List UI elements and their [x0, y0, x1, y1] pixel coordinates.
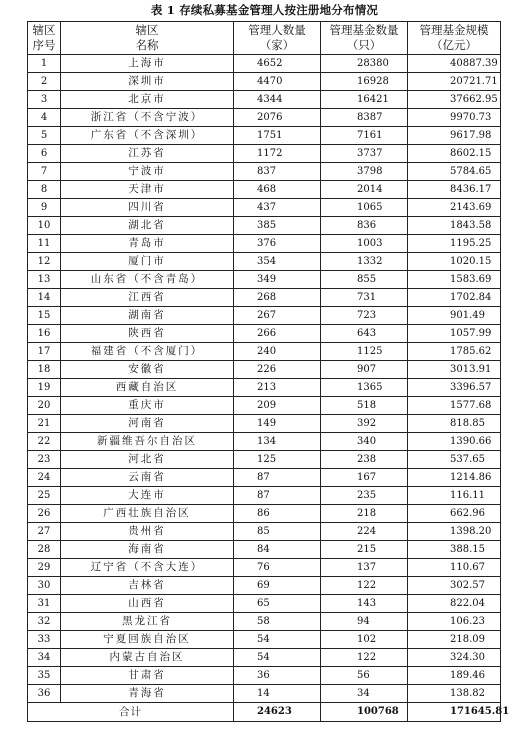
cell-managers: 84 [234, 541, 321, 559]
table-body [28, 55, 501, 703]
cell-scale: 1702.84 [408, 289, 501, 307]
cell-region: 甘肃省 [61, 667, 234, 685]
cell-no: 8 [28, 181, 61, 199]
cell-no: 3 [28, 91, 61, 109]
cell-managers: 36 [234, 667, 321, 685]
cell-funds: 392 [321, 415, 408, 433]
cell-managers: 86 [234, 505, 321, 523]
header-no-line1: 辖区 [32, 23, 56, 37]
cell-funds: 1065 [321, 199, 408, 217]
table-row [28, 289, 501, 307]
cell-no: 20 [28, 397, 61, 415]
cell-scale: 1390.66 [408, 433, 501, 451]
table-row [28, 613, 501, 631]
cell-region: 重庆市 [61, 397, 234, 415]
cell-managers: 376 [234, 235, 321, 253]
cell-scale: 138.82 [408, 685, 501, 703]
table-row [28, 109, 501, 127]
header-funds [321, 22, 408, 55]
cell-funds: 167 [321, 469, 408, 487]
cell-managers: 54 [234, 631, 321, 649]
cell-no: 1 [28, 55, 61, 73]
cell-no: 6 [28, 145, 61, 163]
cell-managers: 385 [234, 217, 321, 235]
cell-no: 33 [28, 631, 61, 649]
cell-region: 吉林省 [61, 577, 234, 595]
cell-scale: 1398.20 [408, 523, 501, 541]
table-row [28, 361, 501, 379]
cell-funds: 122 [321, 649, 408, 667]
cell-no: 17 [28, 343, 61, 361]
cell-managers: 213 [234, 379, 321, 397]
cell-region: 湖北省 [61, 217, 234, 235]
cell-region: 深圳市 [61, 73, 234, 91]
cell-scale: 388.15 [408, 541, 501, 559]
total-managers: 24623 [234, 703, 321, 722]
cell-scale: 110.67 [408, 559, 501, 577]
cell-funds: 28380 [321, 55, 408, 73]
cell-scale: 1577.68 [408, 397, 501, 415]
header-scale-line2: （亿元） [431, 38, 477, 52]
cell-scale: 8436.17 [408, 181, 501, 199]
table-row [28, 271, 501, 289]
cell-region: 江西省 [61, 289, 234, 307]
cell-scale: 37662.95 [408, 91, 501, 109]
cell-region: 湖南省 [61, 307, 234, 325]
cell-region: 贵州省 [61, 523, 234, 541]
cell-managers: 87 [234, 487, 321, 505]
table-row [28, 325, 501, 343]
total-funds: 100768 [321, 703, 408, 722]
cell-funds: 3798 [321, 163, 408, 181]
header-managers [234, 22, 321, 55]
cell-funds: 102 [321, 631, 408, 649]
cell-no: 9 [28, 199, 61, 217]
table-row [28, 685, 501, 703]
table-row [28, 487, 501, 505]
cell-region: 河北省 [61, 451, 234, 469]
cell-funds: 1125 [321, 343, 408, 361]
cell-region: 辽宁省（不含大连） [61, 559, 234, 577]
cell-scale: 20721.71 [408, 73, 501, 91]
table-row [28, 577, 501, 595]
cell-funds: 56 [321, 667, 408, 685]
cell-no: 2 [28, 73, 61, 91]
cell-funds: 731 [321, 289, 408, 307]
cell-managers: 268 [234, 289, 321, 307]
cell-region: 四川省 [61, 199, 234, 217]
cell-region: 陕西省 [61, 325, 234, 343]
table-row [28, 145, 501, 163]
table-title: 表 1 存续私募基金管理人按注册地分布情况 [150, 3, 379, 17]
cell-scale: 116.11 [408, 487, 501, 505]
cell-scale: 40887.39 [408, 55, 501, 73]
cell-no: 4 [28, 109, 61, 127]
cell-no: 12 [28, 253, 61, 271]
cell-no: 35 [28, 667, 61, 685]
cell-managers: 14 [234, 685, 321, 703]
cell-scale: 9617.98 [408, 127, 501, 145]
cell-managers: 149 [234, 415, 321, 433]
cell-scale: 1214.86 [408, 469, 501, 487]
cell-funds: 1365 [321, 379, 408, 397]
cell-region: 江苏省 [61, 145, 234, 163]
header-scale [408, 22, 501, 55]
header-scale-line1: 管理基金规模 [419, 23, 489, 37]
header-managers-line2: （家） [259, 38, 295, 52]
cell-funds: 1332 [321, 253, 408, 271]
table-row [28, 631, 501, 649]
cell-scale: 189.46 [408, 667, 501, 685]
cell-managers: 1172 [234, 145, 321, 163]
cell-no: 16 [28, 325, 61, 343]
cell-no: 5 [28, 127, 61, 145]
cell-funds: 836 [321, 217, 408, 235]
cell-funds: 907 [321, 361, 408, 379]
table-row [28, 55, 501, 73]
cell-scale: 662.96 [408, 505, 501, 523]
cell-funds: 34 [321, 685, 408, 703]
cell-region: 山东省（不含青岛） [61, 271, 234, 289]
cell-managers: 1751 [234, 127, 321, 145]
cell-managers: 85 [234, 523, 321, 541]
cell-managers: 437 [234, 199, 321, 217]
cell-funds: 16928 [321, 73, 408, 91]
cell-no: 18 [28, 361, 61, 379]
table-row [28, 181, 501, 199]
table-row [28, 523, 501, 541]
cell-region: 海南省 [61, 541, 234, 559]
cell-region: 青岛市 [61, 235, 234, 253]
cell-region: 天津市 [61, 181, 234, 199]
cell-scale: 5784.65 [408, 163, 501, 181]
cell-funds: 1003 [321, 235, 408, 253]
cell-scale: 901.49 [408, 307, 501, 325]
cell-managers: 87 [234, 469, 321, 487]
total-row [28, 703, 501, 722]
cell-managers: 2076 [234, 109, 321, 127]
cell-no: 21 [28, 415, 61, 433]
cell-managers: 76 [234, 559, 321, 577]
cell-scale: 537.65 [408, 451, 501, 469]
cell-scale: 822.04 [408, 595, 501, 613]
cell-no: 31 [28, 595, 61, 613]
cell-scale: 3013.91 [408, 361, 501, 379]
cell-managers: 240 [234, 343, 321, 361]
cell-region: 安徽省 [61, 361, 234, 379]
cell-region: 内蒙古自治区 [61, 649, 234, 667]
cell-funds: 218 [321, 505, 408, 523]
cell-region: 浙江省（不含宁波） [61, 109, 234, 127]
cell-no: 22 [28, 433, 61, 451]
total-label: 合计 [28, 703, 234, 722]
table-row [28, 307, 501, 325]
cell-funds: 518 [321, 397, 408, 415]
total-scale: 171645.81 [408, 703, 501, 722]
cell-no: 29 [28, 559, 61, 577]
cell-region: 广西壮族自治区 [61, 505, 234, 523]
cell-scale: 1843.58 [408, 217, 501, 235]
cell-funds: 723 [321, 307, 408, 325]
header-funds-line2: （只） [346, 38, 382, 52]
table-row [28, 253, 501, 271]
cell-scale: 302.57 [408, 577, 501, 595]
cell-funds: 143 [321, 595, 408, 613]
header-region-line1: 辖区 [135, 23, 159, 37]
cell-managers: 209 [234, 397, 321, 415]
cell-funds: 224 [321, 523, 408, 541]
table-row [28, 433, 501, 451]
cell-managers: 837 [234, 163, 321, 181]
table-row [28, 379, 501, 397]
cell-scale: 1020.15 [408, 253, 501, 271]
header-region [61, 22, 234, 55]
header-managers-line1: 管理人数量 [248, 23, 306, 37]
cell-scale: 9970.73 [408, 109, 501, 127]
cell-scale: 1785.62 [408, 343, 501, 361]
distribution-table [27, 21, 510, 722]
cell-funds: 3737 [321, 145, 408, 163]
table-row [28, 667, 501, 685]
cell-no: 19 [28, 379, 61, 397]
cell-managers: 354 [234, 253, 321, 271]
cell-no: 24 [28, 469, 61, 487]
cell-region: 宁夏回族自治区 [61, 631, 234, 649]
cell-managers: 266 [234, 325, 321, 343]
table-row [28, 163, 501, 181]
header-no-line2: 序号 [32, 38, 56, 52]
cell-no: 13 [28, 271, 61, 289]
cell-managers: 4652 [234, 55, 321, 73]
cell-region: 厦门市 [61, 253, 234, 271]
cell-no: 27 [28, 523, 61, 541]
header-no [28, 22, 61, 55]
table-row [28, 343, 501, 361]
cell-scale: 3396.57 [408, 379, 501, 397]
cell-funds: 94 [321, 613, 408, 631]
cell-region: 云南省 [61, 469, 234, 487]
cell-scale: 1057.99 [408, 325, 501, 343]
cell-no: 30 [28, 577, 61, 595]
cell-no: 32 [28, 613, 61, 631]
cell-region: 黑龙江省 [61, 613, 234, 631]
cell-region: 青海省 [61, 685, 234, 703]
table-row [28, 649, 501, 667]
cell-funds: 7161 [321, 127, 408, 145]
table-row [28, 91, 501, 109]
table-row [28, 415, 501, 433]
table-row [28, 127, 501, 145]
cell-managers: 4344 [234, 91, 321, 109]
cell-region: 宁波市 [61, 163, 234, 181]
cell-scale: 324.30 [408, 649, 501, 667]
cell-region: 山西省 [61, 595, 234, 613]
cell-no: 26 [28, 505, 61, 523]
table-row [28, 469, 501, 487]
cell-no: 28 [28, 541, 61, 559]
header-row [28, 22, 501, 55]
cell-managers: 468 [234, 181, 321, 199]
table-row [28, 559, 501, 577]
table-row [28, 199, 501, 217]
cell-funds: 643 [321, 325, 408, 343]
cell-scale: 8602.15 [408, 145, 501, 163]
table-row [28, 217, 501, 235]
cell-no: 34 [28, 649, 61, 667]
table-row [28, 595, 501, 613]
cell-region: 北京市 [61, 91, 234, 109]
header-funds-line1: 管理基金数量 [329, 23, 399, 37]
cell-scale: 1583.69 [408, 271, 501, 289]
cell-managers: 54 [234, 649, 321, 667]
table-row [28, 505, 501, 523]
cell-managers: 226 [234, 361, 321, 379]
cell-funds: 8387 [321, 109, 408, 127]
cell-funds: 855 [321, 271, 408, 289]
cell-no: 10 [28, 217, 61, 235]
table-row [28, 73, 501, 91]
cell-region: 新疆维吾尔自治区 [61, 433, 234, 451]
cell-managers: 4470 [234, 73, 321, 91]
cell-region: 上海市 [61, 55, 234, 73]
cell-no: 11 [28, 235, 61, 253]
cell-funds: 235 [321, 487, 408, 505]
cell-no: 7 [28, 163, 61, 181]
cell-funds: 215 [321, 541, 408, 559]
cell-no: 15 [28, 307, 61, 325]
cell-no: 36 [28, 685, 61, 703]
cell-scale: 818.85 [408, 415, 501, 433]
cell-no: 14 [28, 289, 61, 307]
cell-managers: 125 [234, 451, 321, 469]
cell-scale: 1195.25 [408, 235, 501, 253]
cell-managers: 65 [234, 595, 321, 613]
cell-region: 河南省 [61, 415, 234, 433]
cell-managers: 69 [234, 577, 321, 595]
cell-funds: 2014 [321, 181, 408, 199]
cell-managers: 134 [234, 433, 321, 451]
cell-region: 西藏自治区 [61, 379, 234, 397]
cell-scale: 106.23 [408, 613, 501, 631]
cell-funds: 137 [321, 559, 408, 577]
cell-no: 23 [28, 451, 61, 469]
cell-funds: 122 [321, 577, 408, 595]
cell-funds: 340 [321, 433, 408, 451]
cell-funds: 238 [321, 451, 408, 469]
table-row [28, 541, 501, 559]
cell-managers: 349 [234, 271, 321, 289]
header-region-line2: 名称 [135, 38, 159, 52]
cell-scale: 218.09 [408, 631, 501, 649]
table-row [28, 451, 501, 469]
cell-scale: 2143.69 [408, 199, 501, 217]
cell-region: 广东省（不含深圳） [61, 127, 234, 145]
cell-managers: 58 [234, 613, 321, 631]
cell-region: 福建省（不含厦门） [61, 343, 234, 361]
table-row [28, 235, 501, 253]
cell-region: 大连市 [61, 487, 234, 505]
cell-funds: 16421 [321, 91, 408, 109]
table-row [28, 397, 501, 415]
cell-managers: 267 [234, 307, 321, 325]
cell-no: 25 [28, 487, 61, 505]
